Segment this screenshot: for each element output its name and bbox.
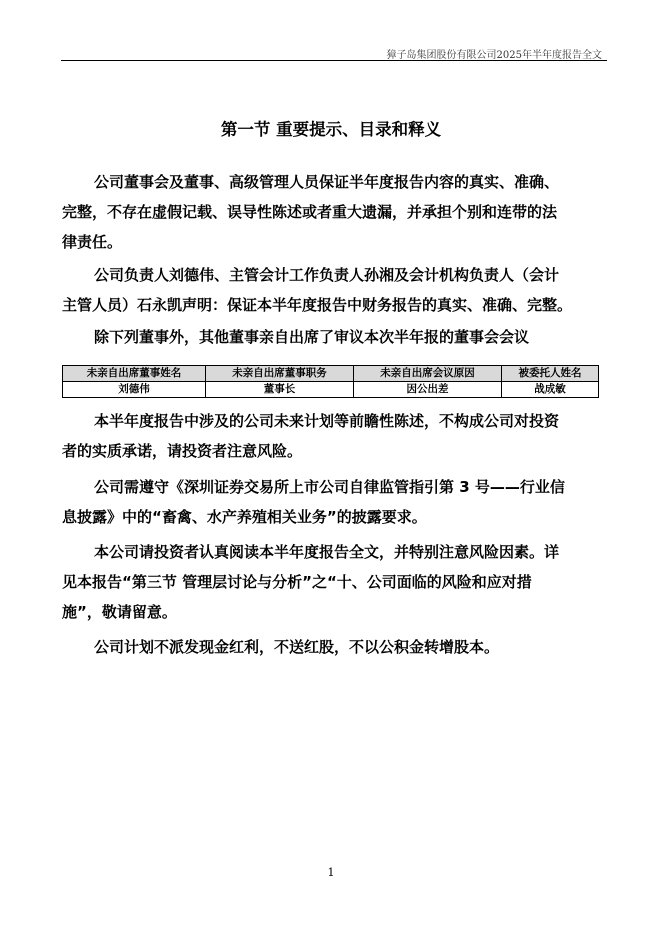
column-header: 未亲自出席董事职务 [206, 366, 354, 382]
report-header-title: 獐子岛集团股份有限公司2025年半年度报告全文 [386, 50, 602, 61]
text-line: 见本报告“第三节 管理层讨论与分析”之“十、公司面临的风险和应对措 [62, 573, 532, 591]
column-header: 未亲自出席会议原因 [354, 366, 502, 382]
text-line: 公司计划不派发现金红利，不送红股，不以公积金转增股本。 [94, 638, 500, 656]
text-line: 本公司请投资者认真阅读本半年度报告全文，并特别注意风险因素。详 [94, 543, 560, 561]
text-line: 本半年度报告中涉及的公司未来计划等前瞻性陈述，不构成公司对投资 [94, 412, 560, 430]
text-line: 律责任。 [62, 233, 123, 251]
paragraph-dividend-plan [62, 632, 602, 662]
paragraph-disclosure-requirements [62, 472, 602, 532]
column-header: 未亲自出席董事姓名 [63, 366, 206, 382]
paragraph-risk-notice [62, 537, 602, 627]
text-line: 除下列董事外，其他董事亲自出席了审议本次半年报的董事会会议 [94, 328, 530, 346]
table-cell: 战成敏 [502, 382, 599, 398]
paragraph-responsible-persons [62, 260, 602, 320]
paragraph-absent-directors [62, 322, 602, 352]
table-header-row [63, 366, 599, 382]
page-number: 1 [327, 866, 335, 879]
text-line: 施”，敬请留意。 [62, 603, 177, 621]
text-line: 完整，不存在虚假记载、误导性陈述或者重大遗漏，并承担个别和连带的法 [62, 203, 558, 221]
text-line: 公司负责人刘德伟、主管会计工作负责人孙湘及会计机构负责人（会计 [94, 266, 560, 284]
table-cell: 刘德伟 [63, 382, 206, 398]
paragraph-board-guarantee [62, 167, 602, 257]
table-cell: 因公出差 [354, 382, 502, 398]
text-line: 息披露》中的“畜禽、水产养殖相关业务”的披露要求。 [62, 508, 427, 526]
text-line: 公司董事会及董事、高级管理人员保证半年度报告内容的真实、准确、 [94, 173, 560, 191]
text-line: 者的实质承诺，请投资者注意风险。 [62, 442, 303, 460]
header-divider [61, 60, 607, 61]
table-row [63, 382, 599, 398]
absent-directors-table [62, 365, 599, 398]
table-cell: 董事长 [206, 382, 354, 398]
text-line: 公司需遵守《深圳证券交易所上市公司自律监管指引第 3 号——行业信 [94, 478, 565, 496]
column-header: 被委托人姓名 [502, 366, 599, 382]
text-line: 主管人员）石永凯声明：保证本半年度报告中财务报告的真实、准确、完整。 [62, 296, 573, 314]
paragraph-forward-looking [62, 406, 602, 466]
section-title: 第一节 重要提示、目录和释义 [220, 120, 442, 139]
